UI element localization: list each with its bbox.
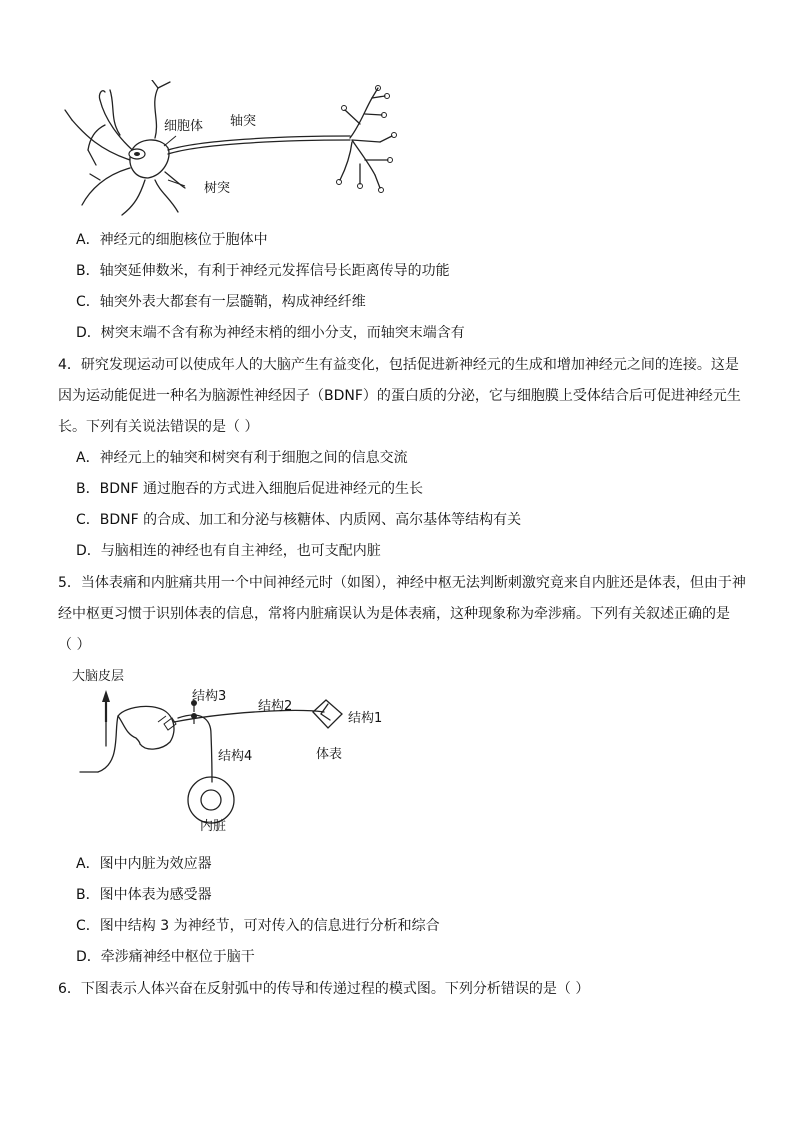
referred-pain-figure: [66, 664, 406, 836]
q3-option-d: D．树突末端不含有称为神经末梢的细小分支，而轴突末端含有: [76, 325, 465, 341]
structure-3-label: 结构3: [192, 689, 227, 704]
cell-body-label: 细胞体: [164, 119, 204, 134]
q5-stem-line-2: 经中枢更习惯于识别体表的信息，常将内脏痛误认为是体表痛，这种现象称为牵涉痛。下列有关叙述正确的是: [58, 606, 730, 622]
q5-option-d: D．牵涉痛神经中枢位于脑干: [76, 949, 255, 965]
q4-option-c: C．BDNF 的合成、加工和分泌与核糖体、内质网、高尔基体等结构有关: [76, 512, 522, 528]
q3-option-b: B．轴突延伸数米，有利于神经元发挥信号长距离传导的功能: [76, 263, 450, 279]
q3-option-a: A．神经元的细胞核位于胞体中: [76, 232, 268, 248]
q5-option-a: A．图中内脏为效应器: [76, 856, 212, 872]
q3-option-c: C．轴突外表大都套有一层髓鞘，构成神经纤维: [76, 294, 366, 310]
viscera-label: 内脏: [200, 819, 227, 834]
q5-option-b: B．图中体表为感受器: [76, 887, 212, 903]
q4-option-d: D．与脑相连的神经也有自主神经，也可支配内脏: [76, 543, 381, 559]
q5-stem-line-3: （ ）: [58, 637, 91, 653]
q4-stem-line-3: 长。下列有关说法错误的是（ ）: [58, 419, 259, 435]
structure-1-label: 结构1: [348, 711, 383, 726]
axon-label: 轴突: [230, 114, 257, 129]
q4-option-b: B．BDNF 通过胞吞的方式进入细胞后促进神经元的生长: [76, 481, 423, 497]
q4-stem-line-1: 4．研究发现运动可以使成年人的大脑产生有益变化，包括促进新神经元的生成和增加神经元之间的连接。这是: [58, 357, 739, 373]
q5-option-c: C．图中结构 3 为神经节，可对传入的信息进行分析和综合: [76, 918, 440, 934]
neuron-figure: [60, 80, 400, 220]
cortex-label: 大脑皮层: [72, 669, 125, 684]
structure-4-label: 结构4: [218, 749, 253, 764]
q5-stem-line-1: 5．当体表痛和内脏痛共用一个中间神经元时（如图），神经中枢无法判断刺激究竟来自内脏还是体表，但由于神: [58, 575, 746, 591]
body-surface-label: 体表: [316, 747, 343, 762]
dendrite-label: 树突: [204, 181, 231, 196]
q4-stem-line-2: 因为运动能促进一种名为脑源性神经因子（BDNF）的蛋白质的分泌，它与细胞膜上受体结合后可促进神经元生: [58, 388, 741, 404]
structure-2-label: 结构2: [258, 699, 293, 714]
q4-option-a: A．神经元上的轴突和树突有利于细胞之间的信息交流: [76, 450, 408, 466]
q6-stem: 6．下图表示人体兴奋在反射弧中的传导和传递过程的模式图。下列分析错误的是（ ）: [58, 981, 590, 997]
